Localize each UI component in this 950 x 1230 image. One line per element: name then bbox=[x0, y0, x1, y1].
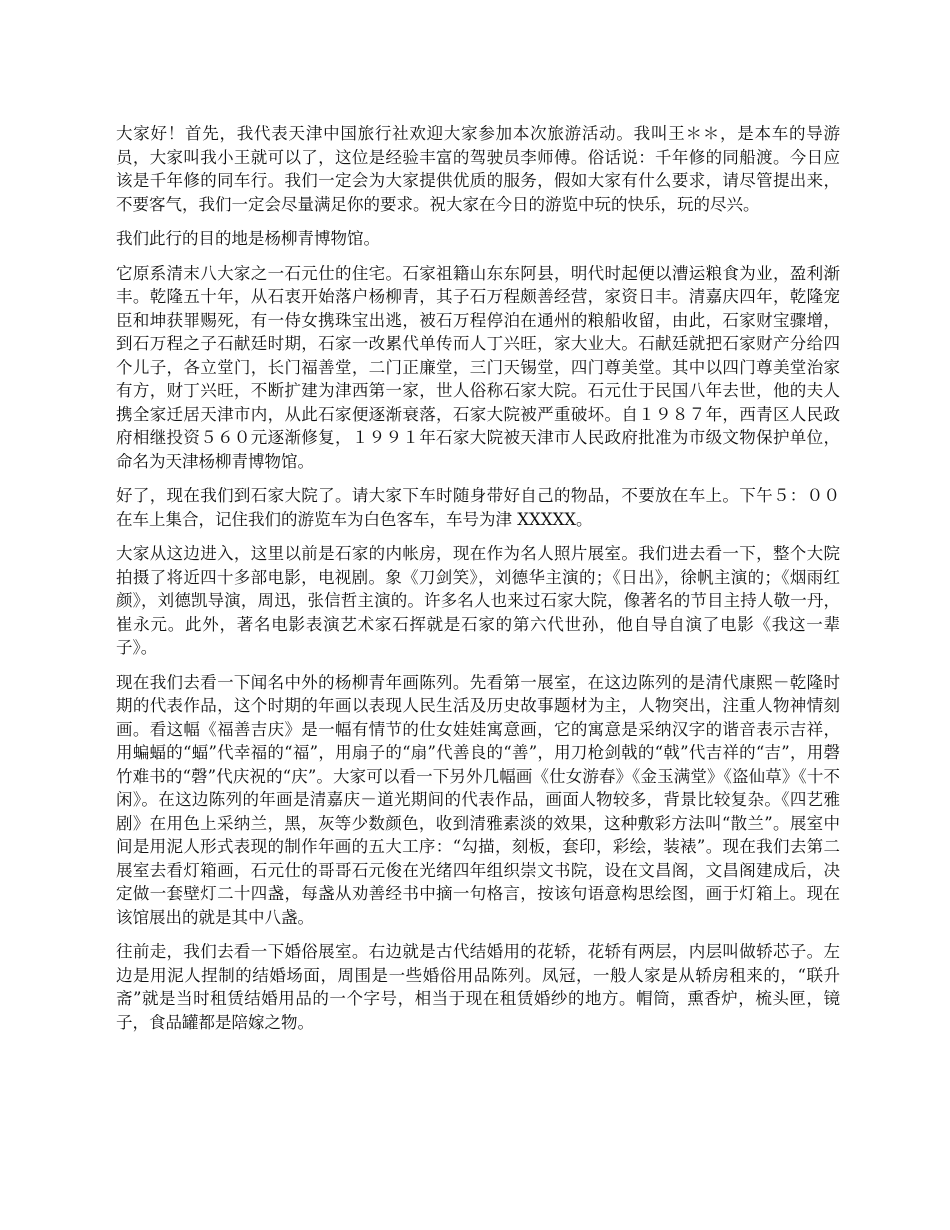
document-body bbox=[116, 122, 840, 1045]
paragraph-arrival: 好了，现在我们到石家大院了。请大家下车时随身带好自己的物品，不要放在车上。下午５：００在车上集合，记住我们的游览车为白色客车，车号为津 XXXXX。 bbox=[116, 486, 840, 529]
paragraph-new-year-paintings: 现在我们去看一下闻名中外的杨柳青年画陈列。先看第一展室，在这边陈列的是清代康熙－乾隆时期的代表作品，这个时期的年画以表现人民生活及历史故事题材为主，人物突出，注重人物神情刻画。看这幅《福善吉庆》是一幅有情节的仕女娃娃寓意画，它的寓意是采纳汉字的谐音表示吉祥，用蝙蝠的“蝠”代幸福的“福”，用扇子的“扇”代善良的“善”，用刀枪剑戟的“戟”代吉祥的“吉”，用磬竹难书的“磬”代庆祝的“庆”。大家可以看一下另外几幅画《仕女游春》《金玉满堂》《盗仙草》《十不闲》。在这边陈列的年画是清嘉庆－道光期间的代表作品，画面人物较多，背景比较复杂。《四艺雅剧》在用色上采纳兰，黑，灰等少数颜色，收到清雅素淡的效果，这种敷彩方法叫“散兰”。展室中间是用泥人形式表现的制作年画的五大工序：“勾描，刻板，套印，彩绘，装裱”。现在我们去第二展室去看灯箱画，石元仕的哥哥石元俊在光绪四年组织崇文书院，设在文昌阁，文昌阁建成后，决定做一套壁灯二十四盏，每盏从劝善经书中摘一句格言，按该句语意构思绘图，画于灯箱上。现在该馆展出的就是其中八盏。 bbox=[116, 672, 840, 927]
paragraph-history: 它原系清末八大家之一石元仕的住宅。石家祖籍山东东阿县，明代时起便以漕运粮食为业，盈利渐丰。乾隆五十年，从石衷开始落户杨柳青，其子石万程颇善经营，家资日丰。清嘉庆四年，乾隆宠臣和坤获罪赐死，有一侍女携珠宝出逃，被石万程停泊在通州的粮船收留，由此，石家财宝骤增，到石万程之子石献廷时期，石家一改累代单传而人丁兴旺，家大业大。石献廷就把石家财产分给四个儿子，各立堂门，长门福善堂，二门正廉堂，三门天锡堂，四门尊美堂。其中以四门尊美堂治家有方，财丁兴旺，不断扩建为津西第一家，世人俗称石家大院。石元仕于民国八年去世，他的夫人携全家迁居天津市内，从此石家便逐渐衰落，石家大院被严重破坏。自１９８７年，西青区人民政府相继投资５６０元逐渐修复，１９９１年石家大院被天津市人民政府批准为市级文物保护单位，命名为天津杨柳青博物馆。 bbox=[116, 263, 840, 471]
paragraph-welcome: 大家好！首先，我代表天津中国旅行社欢迎大家参加本次旅游活动。我叫王＊＊，是本车的导游员，大家叫我小王就可以了，这位是经验丰富的驾驶员李师傅。俗话说：千年修的同船渡。今日应该是千年修的同车行。我们一定会为大家提供优质的服务，假如大家有什么要求，请尽管提出来，不要客气，我们一定会尽量满足你的要求。祝大家在今日的游览中玩的快乐，玩的尽兴。 bbox=[116, 124, 840, 214]
paragraph-photo-exhibition: 大家从这边进入，这里以前是石家的内帐房，现在作为名人照片展室。我们进去看一下，整个大院拍摄了将近四十多部电影，电视剧。象《刀剑笑》，刘德华主演的；《日出》，徐帆主演的；《烟雨红颜》，刘德凯导演，周迅，张信哲主演的。许多名人也来过石家大院，像著名的节目主持人敬一丹，崔永元。此外，著名电影表演艺术家石挥就是石家的第六代世孙，他自导自演了电影《我这一辈子》。 bbox=[116, 544, 840, 657]
paragraph-wedding-customs: 往前走，我们去看一下婚俗展室。右边就是古代结婚用的花轿，花轿有两层，内层叫做轿芯子。左边是用泥人捏制的结婚场面，周围是一些婚俗用品陈列。凤冠，一般人家是从轿房租来的，“联升斋”就是当时租赁结婚用品的一个字号，相当于现在租赁婚纱的地方。帽筒，熏香炉，梳头匣，镜子，食品罐都是陪嫁之物。 bbox=[116, 942, 840, 1032]
paragraph-destination: 我们此行的目的地是杨柳青博物馆。 bbox=[116, 229, 380, 248]
